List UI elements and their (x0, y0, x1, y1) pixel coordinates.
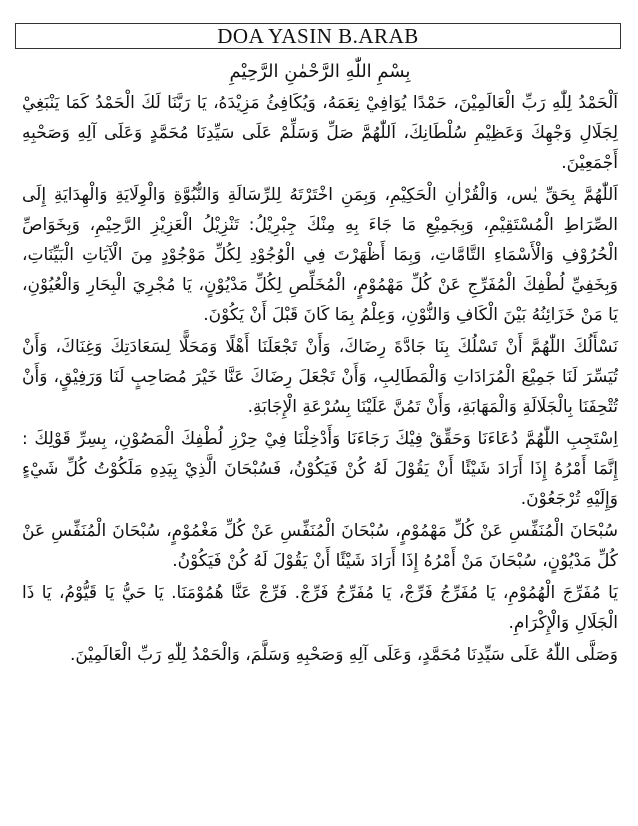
paragraph-requests: نَسْأَلُكَ اللّٰهُمَّ أَنْ تَسْلُكَ بِنَا جَادَّةَ رِضَاكَ، وَأَنْ تَجْعَلَنَا أَهْلًا وَمَحَلًّا لِسَعَادَتِكَ وَغِنَاكَ، وَأَنْ تُيَسِّرَ لَنَا جَمِيْعَ الْمُرَادَاتِ وَالْمَطَالِبِ، وَأَنْ تَجْعَلَ رِضَاكَ عَنَّا خَيْرَ مُصَاحِبٍ لَنَا وَرَفِيْقٍ، وَأَنْ تُتْحِفَنَا بِالْجَلَالَةِ وَالْمَهَابَةِ، وَأَنْ تَمُنَّ عَلَيْنَا بِسُرْعَةِ الْإِجَابَةِ. (22, 337, 618, 417)
prayer-text (22, 58, 618, 672)
paragraph-tasbih: سُبْحَانَ الْمُنَفِّسِ عَنْ كُلِّ مَهْمُوْمٍ، سُبْحَانَ الْمُنَفِّسِ عَنْ كُلِّ مَغْمُوْمٍ، سُبْحَانَ الْمُنَفِّسِ عَنْ كُلِّ مَدْيُوْنٍ، سُبْحَانَ مَنْ أَمْرُهُ إِذَا أَرَادَ شَيْئًا أَنْ يَقُوْلَ لَهُ كُنْ فَيَكُوْنُ. (22, 521, 618, 571)
paragraph-opening-praise: اَلْحَمْدُ لِلّٰهِ رَبِّ الْعَالَمِيْنَ، حَمْدًا يُوَافِيْ نِعَمَهُ، وَيُكَافِئُ مَزِيْدَهُ، يَا رَبَّنَا لَكَ الْحَمْدُ كَمَا يَنْبَغِيْ لِجَلَالِ وَجْهِكَ وَعَظِيْمِ سُلْطَانِكَ، اَللّٰهُمَّ صَلِّ وَسَلِّمْ عَلَى سَيِّدِنَا مُحَمَّدٍ وَعَلَى آلِهِ وَصَحْبِهِ أَجْمَعِيْنَ. (22, 93, 618, 173)
paragraph-relief: يَا مُفَرِّجَ الْهُمُوْمِ، يَا مُفَرِّجُ فَرِّجْ، يَا مُفَرِّجُ فَرِّجْ. فَرِّجْ عَنَّا هُمُوْمَنَا. يَا حَيُّ يَا قَيُّوْمُ، يَا ذَا الْجَلَالِ وَالْإِكْرَامِ. (22, 583, 618, 633)
paragraph-closing: وَصَلَّى اللّٰهُ عَلَى سَيِّدِنَا مُحَمَّدٍ، وَعَلَى آلِهِ وَصَحْبِهِ وَسَلَّمَ، وَالْحَمْدُ لِلّٰهِ رَبِّ الْعَالَمِيْنَ. (69, 645, 618, 665)
basmalah: بِسْمِ اللّٰهِ الرَّحْمٰنِ الرَّحِيْمِ (229, 61, 411, 82)
paragraph-supplication-yasin: اَللّٰهُمَّ بِحَقِّ يٰس، وَالْقُرْاٰنِ الْحَكِيْمِ، وَبِمَنِ اخْتَرْتَهُ لِلرِّسَالَةِ وَالنُّبُوَّةِ وَالْوِلَايَةِ وَالْهِدَايَةِ إِلَى الصِّرَاطِ الْمُسْتَقِيْمِ، وَبِجَمِيْعِ مَا جَاءَ بِهِ مِنْكَ جِبْرِيْلُ: تَنْزِيْلُ الْعَزِيْزِ الرَّحِيْمِ، وَبِخَوَاصِّ الْحُرُوْفِ وَالْأَسْمَاءِ التَّامَّاتِ، وَبِمَا أَظْهَرْتَ فِي الْوُجُوْدِ لِكُلِّ مَوْجُوْدٍ مِنَ الْآيَاتِ الْبَيِّنَاتِ، وَبِخَفِيِّ لُطْفِكَ الْمُفَرِّجِ عَنْ كُلِّ مَهْمُوْمٍ، الْمُخَلِّصِ لِكُلِّ مَدْيُوْنٍ، يَا مُجْرِيَ الْبِحَارِ وَالْعُيُوْنِ، يَا مَنْ خَزَائِنُهُ بَيْنَ الْكَافِ وَالنُّوْنِ، وَعِلْمُ بِمَا كَانَ قَبْلَ أَنْ يَكُوْنَ. (22, 185, 618, 325)
paragraph-answer-prayer: اِسْتَجِبِ اللّٰهُمَّ دُعَاءَنَا وَحَقِّقْ فِيْكَ رَجَاءَنَا وَأَدْخِلْنَا فِيْ حِرْزِ لُطْفِكَ الْمَصُوْنِ، بِسِرِّ قَوْلِكَ : إِنَّمَا أَمْرُهُ إِذَا أَرَادَ شَيْئًا أَنْ يَقُوْلَ لَهُ كُنْ فَيَكُوْنُ، فَسُبْحَانَ الَّذِيْ بِيَدِهِ مَلَكُوْتُ كُلِّ شَيْءٍ وَإِلَيْهِ تُرْجَعُوْنَ. (22, 429, 618, 509)
document-title: DOA YASIN B.ARAB (15, 23, 621, 49)
